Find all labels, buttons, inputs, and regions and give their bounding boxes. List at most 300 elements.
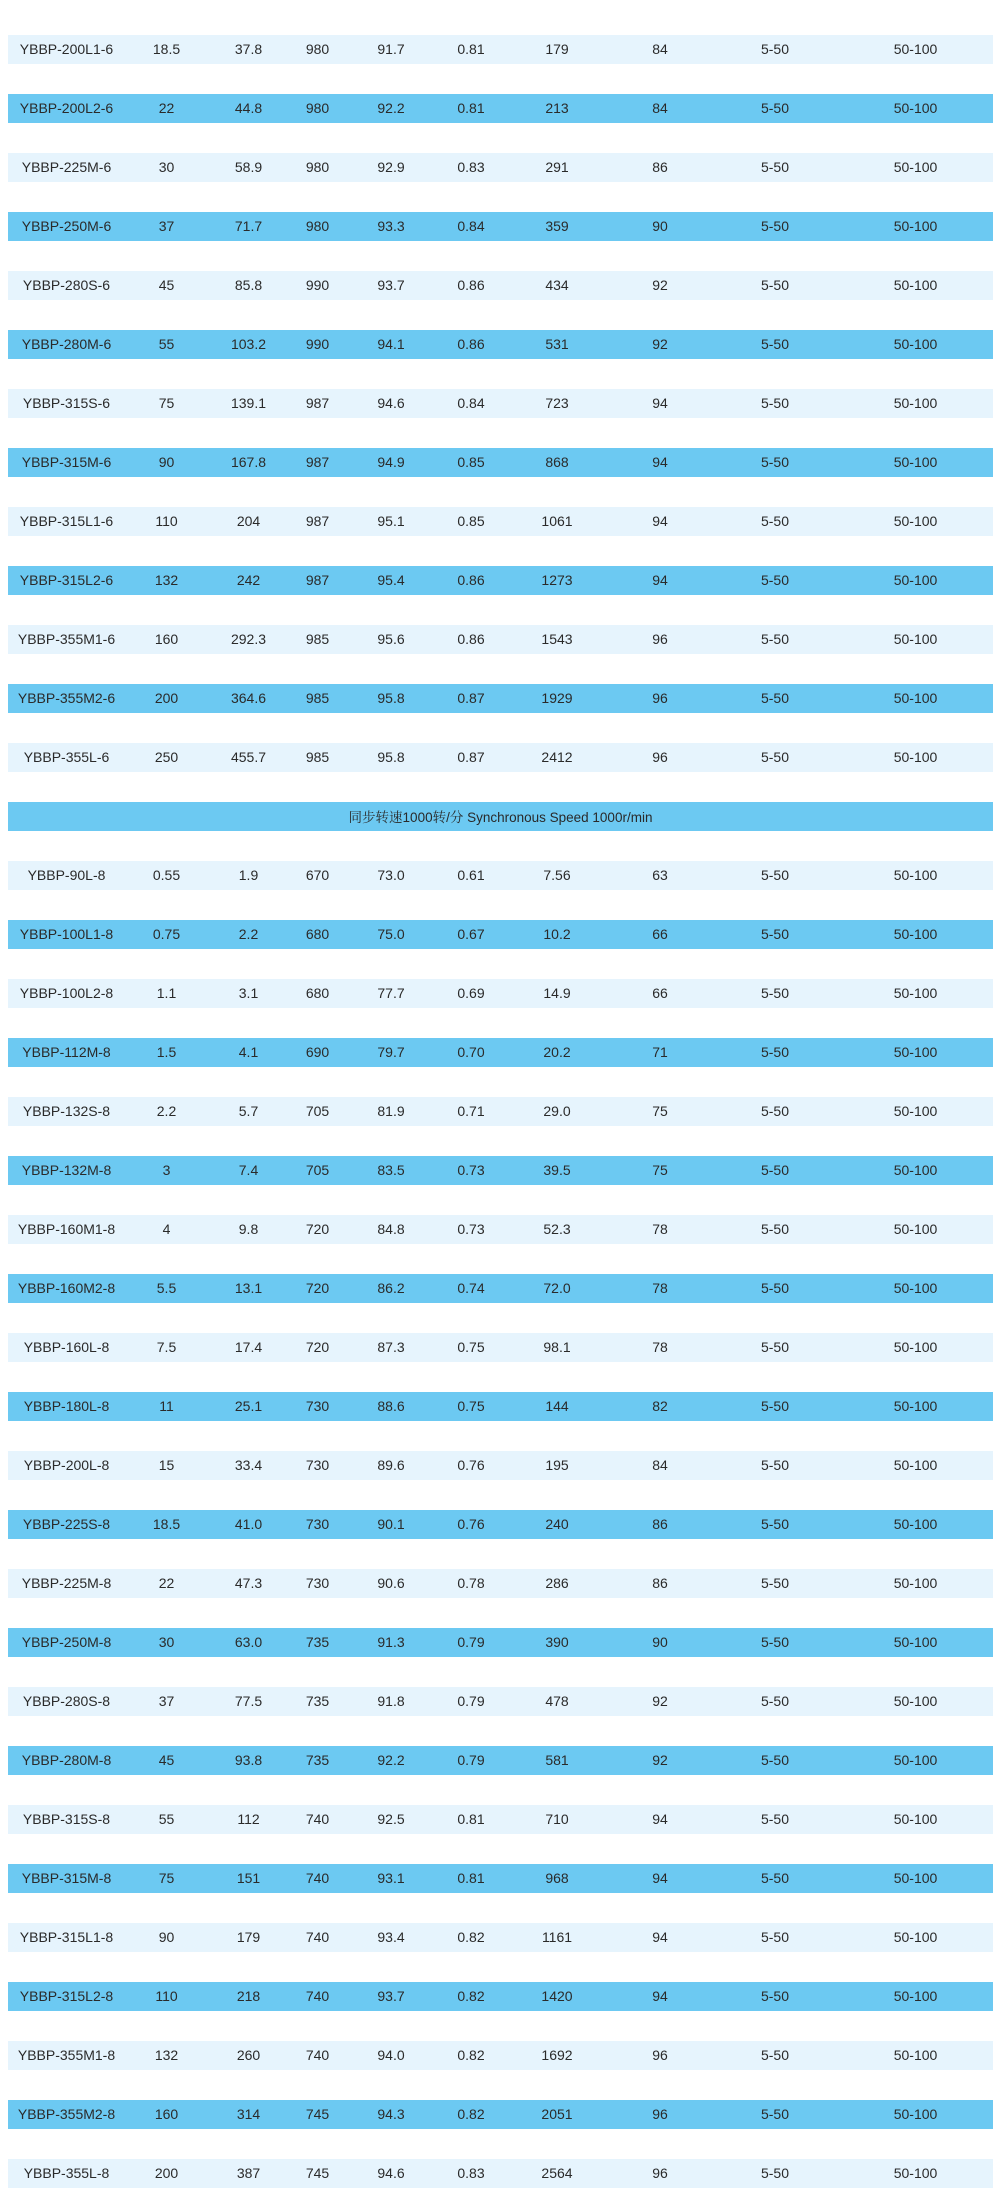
cell-noise-db: 96 xyxy=(608,2041,712,2071)
table-row xyxy=(8,1687,993,1717)
cell-power-kw: 160 xyxy=(125,2100,208,2130)
cell-freq-range-b: 50-100 xyxy=(838,2159,993,2188)
cell-power-kw: 5.5 xyxy=(125,1274,208,1304)
cell-freq-range-b: 50-100 xyxy=(838,153,993,183)
cell-model: YBBP-90L-8 xyxy=(8,861,125,891)
cell-model: YBBP-100L1-8 xyxy=(8,920,125,950)
cell-power-kw: 30 xyxy=(125,153,208,183)
cell-freq-range-b: 50-100 xyxy=(838,1274,993,1304)
cell-freq-range-b: 50-100 xyxy=(838,566,993,596)
cell-speed-rpm: 730 xyxy=(289,1451,346,1481)
cell-efficiency: 75.0 xyxy=(346,920,436,950)
cell-noise-db: 66 xyxy=(608,979,712,1009)
cell-freq-range-a: 5-50 xyxy=(712,2041,838,2071)
cell-model: YBBP-160M2-8 xyxy=(8,1274,125,1304)
cell-noise-db: 92 xyxy=(608,330,712,360)
cell-freq-range-b: 50-100 xyxy=(838,389,993,419)
cell-current-a: 151 xyxy=(208,1864,289,1894)
cell-torque: 434 xyxy=(506,271,608,301)
cell-power-factor: 0.73 xyxy=(436,1156,506,1186)
cell-freq-range-b: 50-100 xyxy=(838,1864,993,1894)
cell-freq-range-a: 5-50 xyxy=(712,212,838,242)
cell-current-a: 44.8 xyxy=(208,94,289,124)
cell-current-a: 41.0 xyxy=(208,1510,289,1540)
cell-torque: 195 xyxy=(506,1451,608,1481)
table-row xyxy=(8,1274,993,1304)
cell-freq-range-b: 50-100 xyxy=(838,330,993,360)
cell-freq-range-a: 5-50 xyxy=(712,1805,838,1835)
cell-freq-range-a: 5-50 xyxy=(712,1864,838,1894)
cell-torque: 72.0 xyxy=(506,1274,608,1304)
cell-model: YBBP-355M1-8 xyxy=(8,2041,125,2071)
cell-current-a: 314 xyxy=(208,2100,289,2130)
cell-freq-range-b: 50-100 xyxy=(838,1687,993,1717)
cell-freq-range-b: 50-100 xyxy=(838,271,993,301)
cell-speed-rpm: 985 xyxy=(289,684,346,714)
cell-torque: 144 xyxy=(506,1392,608,1422)
table-row xyxy=(8,94,993,124)
table-row xyxy=(8,35,993,65)
cell-model: YBBP-315S-6 xyxy=(8,389,125,419)
cell-power-kw: 55 xyxy=(125,330,208,360)
cell-noise-db: 78 xyxy=(608,1215,712,1245)
cell-current-a: 103.2 xyxy=(208,330,289,360)
cell-speed-rpm: 705 xyxy=(289,1156,346,1186)
cell-power-factor: 0.82 xyxy=(436,2100,506,2130)
cell-freq-range-a: 5-50 xyxy=(712,35,838,65)
cell-speed-rpm: 680 xyxy=(289,920,346,950)
cell-speed-rpm: 740 xyxy=(289,1864,346,1894)
cell-current-a: 139.1 xyxy=(208,389,289,419)
table-block-6-pole xyxy=(8,5,993,772)
cell-freq-range-a: 5-50 xyxy=(712,1215,838,1245)
cell-torque: 531 xyxy=(506,330,608,360)
cell-power-factor: 0.78 xyxy=(436,1569,506,1599)
cell-model: YBBP-315L2-8 xyxy=(8,1982,125,2012)
cell-torque: 478 xyxy=(506,1687,608,1717)
cell-torque: 20.2 xyxy=(506,1038,608,1068)
cell-power-kw: 4 xyxy=(125,1215,208,1245)
cell-freq-range-a: 5-50 xyxy=(712,1510,838,1540)
cell-power-kw: 37 xyxy=(125,212,208,242)
cell-model: YBBP-200L2-6 xyxy=(8,94,125,124)
table-row xyxy=(8,389,993,419)
cell-torque: 359 xyxy=(506,212,608,242)
cell-model: YBBP-355M1-6 xyxy=(8,625,125,655)
cell-freq-range-a: 5-50 xyxy=(712,684,838,714)
cell-torque: 1061 xyxy=(506,507,608,537)
cell-power-kw: 18.5 xyxy=(125,1510,208,1540)
cell-power-kw: 3 xyxy=(125,1156,208,1186)
cell-current-a: 1.9 xyxy=(208,861,289,891)
cell-power-factor: 0.87 xyxy=(436,684,506,714)
table-row xyxy=(8,625,993,655)
cell-freq-range-b: 50-100 xyxy=(838,979,993,1009)
cell-model: YBBP-225M-8 xyxy=(8,1569,125,1599)
cell-power-kw: 200 xyxy=(125,2159,208,2188)
cell-current-a: 58.9 xyxy=(208,153,289,183)
cell-noise-db: 96 xyxy=(608,743,712,773)
cell-current-a: 179 xyxy=(208,1923,289,1953)
cell-freq-range-b: 50-100 xyxy=(838,1156,993,1186)
cell-power-kw: 1.1 xyxy=(125,979,208,1009)
cell-power-kw: 18.5 xyxy=(125,35,208,65)
cell-model: YBBP-160L-8 xyxy=(8,1333,125,1363)
cell-freq-range-b: 50-100 xyxy=(838,1215,993,1245)
cell-efficiency: 94.6 xyxy=(346,2159,436,2188)
cell-speed-rpm: 987 xyxy=(289,448,346,478)
cell-noise-db: 82 xyxy=(608,1392,712,1422)
cell-efficiency: 93.3 xyxy=(346,212,436,242)
cell-power-kw: 22 xyxy=(125,94,208,124)
cell-noise-db: 86 xyxy=(608,153,712,183)
cell-freq-range-b: 50-100 xyxy=(838,743,993,773)
cell-efficiency: 91.8 xyxy=(346,1687,436,1717)
cell-efficiency: 95.8 xyxy=(346,743,436,773)
cell-current-a: 47.3 xyxy=(208,1569,289,1599)
cell-speed-rpm: 670 xyxy=(289,861,346,891)
cell-noise-db: 94 xyxy=(608,389,712,419)
cell-power-factor: 0.73 xyxy=(436,1215,506,1245)
cell-freq-range-b: 50-100 xyxy=(838,1982,993,2012)
cell-efficiency: 94.0 xyxy=(346,2041,436,2071)
cell-power-kw: 75 xyxy=(125,389,208,419)
cell-power-factor: 0.74 xyxy=(436,1274,506,1304)
cell-power-factor: 0.70 xyxy=(436,1038,506,1068)
cell-freq-range-b: 50-100 xyxy=(838,2100,993,2130)
cell-efficiency: 87.3 xyxy=(346,1333,436,1363)
cell-freq-range-b: 50-100 xyxy=(838,1510,993,1540)
motor-spec-table xyxy=(8,5,993,2188)
cell-speed-rpm: 730 xyxy=(289,1569,346,1599)
cell-freq-range-a: 5-50 xyxy=(712,1628,838,1658)
cell-speed-rpm: 720 xyxy=(289,1274,346,1304)
cell-freq-range-a: 5-50 xyxy=(712,389,838,419)
cell-efficiency: 81.9 xyxy=(346,1097,436,1127)
cell-speed-rpm: 740 xyxy=(289,2041,346,2071)
cell-model: YBBP-355L-8 xyxy=(8,2159,125,2188)
cell-power-factor: 0.67 xyxy=(436,920,506,950)
cell-freq-range-a: 5-50 xyxy=(712,1923,838,1953)
cell-power-kw: 110 xyxy=(125,1982,208,2012)
cell-noise-db: 94 xyxy=(608,1923,712,1953)
cell-power-factor: 0.81 xyxy=(436,35,506,65)
cell-power-factor: 0.82 xyxy=(436,2041,506,2071)
cell-power-factor: 0.79 xyxy=(436,1687,506,1717)
cell-model: YBBP-315M-8 xyxy=(8,1864,125,1894)
cell-current-a: 25.1 xyxy=(208,1392,289,1422)
cell-torque: 1273 xyxy=(506,566,608,596)
cell-freq-range-b: 50-100 xyxy=(838,507,993,537)
cell-noise-db: 75 xyxy=(608,1097,712,1127)
cell-model: YBBP-250M-6 xyxy=(8,212,125,242)
cell-torque: 29.0 xyxy=(506,1097,608,1127)
cell-noise-db: 90 xyxy=(608,212,712,242)
cell-speed-rpm: 720 xyxy=(289,1333,346,1363)
cell-model: YBBP-225S-8 xyxy=(8,1510,125,1540)
cell-current-a: 63.0 xyxy=(208,1628,289,1658)
cell-speed-rpm: 730 xyxy=(289,1392,346,1422)
cell-noise-db: 96 xyxy=(608,625,712,655)
cell-current-a: 33.4 xyxy=(208,1451,289,1481)
cell-model: YBBP-280S-8 xyxy=(8,1687,125,1717)
cell-efficiency: 89.6 xyxy=(346,1451,436,1481)
cell-noise-db: 84 xyxy=(608,94,712,124)
cell-efficiency: 92.2 xyxy=(346,94,436,124)
cell-power-factor: 0.79 xyxy=(436,1628,506,1658)
cell-freq-range-a: 5-50 xyxy=(712,861,838,891)
cell-freq-range-a: 5-50 xyxy=(712,1156,838,1186)
cell-model: YBBP-315L1-6 xyxy=(8,507,125,537)
cell-noise-db: 92 xyxy=(608,1746,712,1776)
cell-freq-range-b: 50-100 xyxy=(838,625,993,655)
cell-speed-rpm: 980 xyxy=(289,153,346,183)
table-row xyxy=(8,1864,993,1894)
cell-freq-range-a: 5-50 xyxy=(712,1274,838,1304)
cell-noise-db: 75 xyxy=(608,1156,712,1186)
cell-model: YBBP-280M-8 xyxy=(8,1746,125,1776)
cell-model: YBBP-200L-8 xyxy=(8,1451,125,1481)
cell-power-kw: 90 xyxy=(125,1923,208,1953)
table-row xyxy=(8,1923,993,1953)
cell-torque: 98.1 xyxy=(506,1333,608,1363)
cell-freq-range-b: 50-100 xyxy=(838,2041,993,2071)
cell-model: YBBP-315L1-8 xyxy=(8,1923,125,1953)
cell-current-a: 85.8 xyxy=(208,271,289,301)
cell-speed-rpm: 740 xyxy=(289,1923,346,1953)
cell-power-kw: 160 xyxy=(125,625,208,655)
cell-power-kw: 250 xyxy=(125,743,208,773)
cell-speed-rpm: 740 xyxy=(289,1982,346,2012)
cell-freq-range-a: 5-50 xyxy=(712,507,838,537)
cell-power-factor: 0.82 xyxy=(436,1923,506,1953)
cell-current-a: 242 xyxy=(208,566,289,596)
cell-current-a: 37.8 xyxy=(208,35,289,65)
cell-efficiency: 95.1 xyxy=(346,507,436,537)
cell-model: YBBP-355M2-6 xyxy=(8,684,125,714)
cell-freq-range-b: 50-100 xyxy=(838,1805,993,1835)
cell-freq-range-a: 5-50 xyxy=(712,1687,838,1717)
cell-freq-range-a: 5-50 xyxy=(712,1451,838,1481)
cell-power-factor: 0.81 xyxy=(436,1864,506,1894)
cell-torque: 723 xyxy=(506,389,608,419)
cell-torque: 291 xyxy=(506,153,608,183)
cell-efficiency: 91.3 xyxy=(346,1628,436,1658)
cell-noise-db: 92 xyxy=(608,271,712,301)
cell-current-a: 3.1 xyxy=(208,979,289,1009)
cell-efficiency: 95.6 xyxy=(346,625,436,655)
cell-torque: 1929 xyxy=(506,684,608,714)
cell-current-a: 387 xyxy=(208,2159,289,2188)
cell-power-factor: 0.81 xyxy=(436,1805,506,1835)
cell-freq-range-b: 50-100 xyxy=(838,1923,993,1953)
cell-power-kw: 2.2 xyxy=(125,1097,208,1127)
cell-power-factor: 0.75 xyxy=(436,1333,506,1363)
cell-efficiency: 86.2 xyxy=(346,1274,436,1304)
cell-freq-range-a: 5-50 xyxy=(712,743,838,773)
cell-speed-rpm: 985 xyxy=(289,743,346,773)
cell-speed-rpm: 730 xyxy=(289,1510,346,1540)
cell-model: YBBP-280S-6 xyxy=(8,271,125,301)
cell-efficiency: 93.7 xyxy=(346,271,436,301)
cell-torque: 2051 xyxy=(506,2100,608,2130)
cell-current-a: 7.4 xyxy=(208,1156,289,1186)
cell-power-kw: 110 xyxy=(125,507,208,537)
cell-efficiency: 92.9 xyxy=(346,153,436,183)
cell-efficiency: 73.0 xyxy=(346,861,436,891)
cell-freq-range-a: 5-50 xyxy=(712,1333,838,1363)
cell-current-a: 112 xyxy=(208,1805,289,1835)
cell-freq-range-a: 5-50 xyxy=(712,153,838,183)
cell-power-kw: 0.75 xyxy=(125,920,208,950)
cell-freq-range-a: 5-50 xyxy=(712,2159,838,2188)
cell-power-kw: 1.5 xyxy=(125,1038,208,1068)
cell-freq-range-a: 5-50 xyxy=(712,566,838,596)
cell-freq-range-b: 50-100 xyxy=(838,1451,993,1481)
cell-freq-range-a: 5-50 xyxy=(712,979,838,1009)
cell-model: YBBP-280M-6 xyxy=(8,330,125,360)
cell-efficiency: 92.2 xyxy=(346,1746,436,1776)
cell-torque: 1420 xyxy=(506,1982,608,2012)
cell-torque: 286 xyxy=(506,1569,608,1599)
cell-freq-range-a: 5-50 xyxy=(712,1392,838,1422)
cell-speed-rpm: 735 xyxy=(289,1628,346,1658)
cell-noise-db: 71 xyxy=(608,1038,712,1068)
cell-power-kw: 30 xyxy=(125,1628,208,1658)
cell-current-a: 364.6 xyxy=(208,684,289,714)
cell-torque: 2564 xyxy=(506,2159,608,2188)
table-row xyxy=(8,2100,993,2130)
cell-efficiency: 93.4 xyxy=(346,1923,436,1953)
table-row xyxy=(8,1038,993,1068)
cell-noise-db: 94 xyxy=(608,1864,712,1894)
cell-efficiency: 95.4 xyxy=(346,566,436,596)
cell-efficiency: 90.6 xyxy=(346,1569,436,1599)
cell-torque: 868 xyxy=(506,448,608,478)
table-row xyxy=(8,1333,993,1363)
cell-power-factor: 0.81 xyxy=(436,94,506,124)
cell-freq-range-b: 50-100 xyxy=(838,1097,993,1127)
cell-power-kw: 22 xyxy=(125,1569,208,1599)
cell-torque: 1692 xyxy=(506,2041,608,2071)
cell-noise-db: 94 xyxy=(608,1805,712,1835)
section-header-row xyxy=(8,802,993,832)
cell-speed-rpm: 705 xyxy=(289,1097,346,1127)
section-header-title: 同步转速1000转/分 Synchronous Speed 1000r/min xyxy=(8,802,993,832)
cell-noise-db: 94 xyxy=(608,566,712,596)
cell-speed-rpm: 745 xyxy=(289,2159,346,2188)
cell-current-a: 218 xyxy=(208,1982,289,2012)
cell-speed-rpm: 987 xyxy=(289,389,346,419)
cell-freq-range-a: 5-50 xyxy=(712,1569,838,1599)
cell-current-a: 292.3 xyxy=(208,625,289,655)
cell-current-a: 13.1 xyxy=(208,1274,289,1304)
cell-speed-rpm: 980 xyxy=(289,35,346,65)
cell-power-factor: 0.84 xyxy=(436,212,506,242)
cell-freq-range-b: 50-100 xyxy=(838,920,993,950)
cell-efficiency: 90.1 xyxy=(346,1510,436,1540)
cell-speed-rpm: 735 xyxy=(289,1746,346,1776)
cell-efficiency: 93.7 xyxy=(346,1982,436,2012)
cell-speed-rpm: 735 xyxy=(289,1687,346,1717)
cell-noise-db: 63 xyxy=(608,861,712,891)
cell-model: YBBP-112M-8 xyxy=(8,1038,125,1068)
cell-speed-rpm: 987 xyxy=(289,566,346,596)
cell-noise-db: 96 xyxy=(608,684,712,714)
cell-noise-db: 84 xyxy=(608,35,712,65)
cell-freq-range-a: 5-50 xyxy=(712,448,838,478)
cell-power-kw: 15 xyxy=(125,1451,208,1481)
cell-torque: 14.9 xyxy=(506,979,608,1009)
cell-torque: 240 xyxy=(506,1510,608,1540)
cell-power-factor: 0.87 xyxy=(436,743,506,773)
cell-power-factor: 0.75 xyxy=(436,1392,506,1422)
cell-power-factor: 0.85 xyxy=(436,507,506,537)
cell-torque: 390 xyxy=(506,1628,608,1658)
cell-freq-range-b: 50-100 xyxy=(838,448,993,478)
cell-power-factor: 0.76 xyxy=(436,1451,506,1481)
cell-power-kw: 11 xyxy=(125,1392,208,1422)
cell-efficiency: 93.1 xyxy=(346,1864,436,1894)
cell-efficiency: 91.7 xyxy=(346,35,436,65)
table-row xyxy=(8,1982,993,2012)
cell-torque: 213 xyxy=(506,94,608,124)
cell-current-a: 455.7 xyxy=(208,743,289,773)
table-row xyxy=(8,979,993,1009)
cell-power-kw: 132 xyxy=(125,2041,208,2071)
cell-freq-range-b: 50-100 xyxy=(838,861,993,891)
table-row xyxy=(8,1451,993,1481)
cell-torque: 1161 xyxy=(506,1923,608,1953)
cell-speed-rpm: 987 xyxy=(289,507,346,537)
cell-noise-db: 94 xyxy=(608,448,712,478)
cell-torque: 52.3 xyxy=(506,1215,608,1245)
cell-current-a: 204 xyxy=(208,507,289,537)
cell-power-factor: 0.84 xyxy=(436,389,506,419)
table-row xyxy=(8,1097,993,1127)
cell-current-a: 5.7 xyxy=(208,1097,289,1127)
cell-efficiency: 83.5 xyxy=(346,1156,436,1186)
table-row xyxy=(8,1392,993,1422)
section-header-row-group xyxy=(8,772,993,831)
cell-power-kw: 0.55 xyxy=(125,861,208,891)
table-row xyxy=(8,1215,993,1245)
cell-efficiency: 94.3 xyxy=(346,2100,436,2130)
cell-power-factor: 0.83 xyxy=(436,153,506,183)
cell-noise-db: 86 xyxy=(608,1569,712,1599)
cell-power-kw: 37 xyxy=(125,1687,208,1717)
cell-efficiency: 79.7 xyxy=(346,1038,436,1068)
cell-speed-rpm: 985 xyxy=(289,625,346,655)
cell-noise-db: 90 xyxy=(608,1628,712,1658)
cell-current-a: 260 xyxy=(208,2041,289,2071)
table-row xyxy=(8,507,993,537)
cell-current-a: 4.1 xyxy=(208,1038,289,1068)
cell-freq-range-a: 5-50 xyxy=(712,2100,838,2130)
table-row xyxy=(8,566,993,596)
table-row xyxy=(8,153,993,183)
cell-freq-range-b: 50-100 xyxy=(838,212,993,242)
cell-power-factor: 0.85 xyxy=(436,448,506,478)
cell-power-kw: 90 xyxy=(125,448,208,478)
cell-power-kw: 132 xyxy=(125,566,208,596)
table-row xyxy=(8,2159,993,2188)
table-row xyxy=(8,1805,993,1835)
cell-freq-range-b: 50-100 xyxy=(838,684,993,714)
cell-torque: 710 xyxy=(506,1805,608,1835)
table-row xyxy=(8,743,993,773)
cell-speed-rpm: 990 xyxy=(289,271,346,301)
